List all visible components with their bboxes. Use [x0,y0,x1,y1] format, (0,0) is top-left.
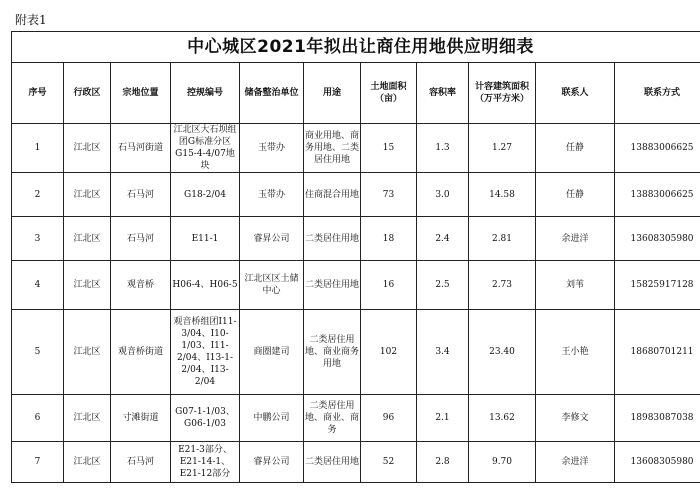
land-use-cell: 二类居住用地、商业商务用地 [304,310,361,395]
floor-area-cell: 2.81 [469,217,536,261]
plot-ratio-cell: 3.4 [417,310,469,395]
land-area-cell: 15 [361,124,417,173]
header-cell: 计容建筑面积（万平方米） [469,63,536,124]
location-cell: 石马河 [111,217,171,261]
plot-ratio-cell: 1.3 [417,124,469,173]
plan-code-cell: G07-1-1/03、G06-1/03 [171,395,240,442]
plan-code-cell: G18-2/04 [171,173,240,217]
contact-phone-cell: 18983087038 [615,395,700,442]
land-area-cell: 18 [361,217,417,261]
row-number: 3 [12,217,64,261]
district-cell: 江北区 [64,261,111,310]
reserve-unit-cell: 玉带办 [240,124,304,173]
contact-person-cell: 刘苇 [536,261,615,310]
header-cell: 土地面积（亩） [361,63,417,124]
row-number: 7 [12,442,64,483]
contact-phone-cell: 13883006625 [615,173,700,217]
table-row [12,395,700,442]
header-cell: 联系人 [536,63,615,124]
floor-area-cell: 13.62 [469,395,536,442]
reserve-unit-cell: 玉带办 [240,173,304,217]
header-cell: 宗地位置 [111,63,171,124]
contact-person-cell: 余进洋 [536,442,615,483]
location-cell: 观音桥街道 [111,310,171,395]
floor-area-cell: 14.58 [469,173,536,217]
land-use-cell: 住商混合用地 [304,173,361,217]
contact-phone-cell: 18680701211 [615,310,700,395]
contact-person-cell: 王小艳 [536,310,615,395]
reserve-unit-cell: 睿昇公司 [240,442,304,483]
row-number: 5 [12,310,64,395]
district-cell: 江北区 [64,217,111,261]
contact-phone-cell: 13608305980 [615,442,700,483]
plan-code-cell: E11-1 [171,217,240,261]
plot-ratio-cell: 2.1 [417,395,469,442]
header-cell: 容积率 [417,63,469,124]
plot-ratio-cell: 3.0 [417,173,469,217]
reserve-unit-cell: 江北区区土储中心 [240,261,304,310]
contact-person-cell: 任静 [536,124,615,173]
plot-ratio-cell: 2.4 [417,217,469,261]
plot-ratio-cell: 2.8 [417,442,469,483]
land-use-cell: 二类居住用地 [304,217,361,261]
contact-phone-cell: 13608305980 [615,217,700,261]
contact-phone-cell: 15825917128 [615,261,700,310]
plan-code-cell: 江北区大石坝组团G标准分区G15-4-4/07地块 [171,124,240,173]
district-cell: 江北区 [64,173,111,217]
plan-code-cell: H06-4、H06-5 [171,261,240,310]
plan-code-cell: E21-3部分、E21-14-1、E21-12部分 [171,442,240,483]
row-number: 6 [12,395,64,442]
floor-area-cell: 2.73 [469,261,536,310]
land-area-cell: 96 [361,395,417,442]
contact-person-cell: 余进洋 [536,217,615,261]
land-area-cell: 102 [361,310,417,395]
location-cell: 石马河 [111,173,171,217]
floor-area-cell: 1.27 [469,124,536,173]
district-cell: 江北区 [64,124,111,173]
attachment-label: 附表1 [15,13,47,27]
contact-person-cell: 任静 [536,173,615,217]
floor-area-cell: 23.40 [469,310,536,395]
header-cell: 控规编号 [171,63,240,124]
land-supply-table [11,31,700,483]
table-row [12,261,700,310]
land-use-cell: 二类居住用地、商业、商务 [304,395,361,442]
land-use-cell: 二类居住用地 [304,261,361,310]
contact-phone-cell: 13883006625 [615,124,700,173]
location-cell: 石马河 [111,442,171,483]
land-area-cell: 52 [361,442,417,483]
contact-person-cell: 李修文 [536,395,615,442]
plan-code-cell: 观音桥组团I11-3/04、I10-1/03、I11-2/04、I13-1-2/04、I13-2/04 [171,310,240,395]
land-area-cell: 16 [361,261,417,310]
location-cell: 观音桥 [111,261,171,310]
table-row [12,310,700,395]
reserve-unit-cell: 睿昇公司 [240,217,304,261]
table-row [12,124,700,173]
reserve-unit-cell: 商圈建司 [240,310,304,395]
floor-area-cell: 9.70 [469,442,536,483]
district-cell: 江北区 [64,395,111,442]
header-cell: 储备整治单位 [240,63,304,124]
header-cell: 行政区 [64,63,111,124]
header-cell: 联系方式 [615,63,700,124]
header-cell: 序号 [12,63,64,124]
plot-ratio-cell: 2.5 [417,261,469,310]
row-number: 2 [12,173,64,217]
header-row [12,63,700,124]
location-cell: 石马河街道 [111,124,171,173]
header-cell: 用途 [304,63,361,124]
location-cell: 寸滩街道 [111,395,171,442]
row-number: 4 [12,261,64,310]
table-title: 中心城区2021年拟出让商住用地供应明细表 [12,32,700,63]
table-row [12,442,700,483]
reserve-unit-cell: 中鹏公司 [240,395,304,442]
land-area-cell: 73 [361,173,417,217]
land-use-cell: 商业用地、商务用地、二类居住用地 [304,124,361,173]
row-number: 1 [12,124,64,173]
table-row [12,173,700,217]
table-row [12,217,700,261]
district-cell: 江北区 [64,310,111,395]
land-use-cell: 二类居住用地 [304,442,361,483]
district-cell: 江北区 [64,442,111,483]
